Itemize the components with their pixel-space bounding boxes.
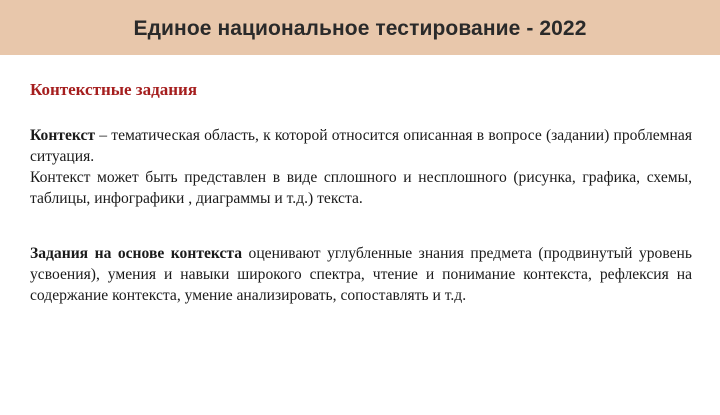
context-forms-paragraph <box>30 167 692 209</box>
page-title: Единое национальное тестирование - 2022 <box>133 16 587 40</box>
context-definition-paragraph <box>30 125 692 167</box>
context-tasks-term: Задания на основе контекста <box>30 245 243 262</box>
section-heading: Контекстные задания <box>30 80 198 99</box>
context-forms-text: Контекст может быть представлен в виде сплошного и несплошного (рисунка, графика, схемы, таблицы, инфографики , диаграммы и т.д.) текста. <box>30 169 692 207</box>
context-tasks-text: оценивают углубленные знания предмета (продвинутый уровень усвоения), умения и навыки широкого спектра, чтение и понимание контекста, рефлексия на содержание контекста, умение анализировать, сопоставлять и т.д. <box>30 245 692 304</box>
header-bar <box>0 0 720 55</box>
context-definition-text: – тематическая область, к которой относится описанная в вопросе (задании) проблемная ситуация. <box>30 127 692 165</box>
context-tasks-paragraph <box>30 243 692 306</box>
context-term: Контекст <box>30 127 96 144</box>
